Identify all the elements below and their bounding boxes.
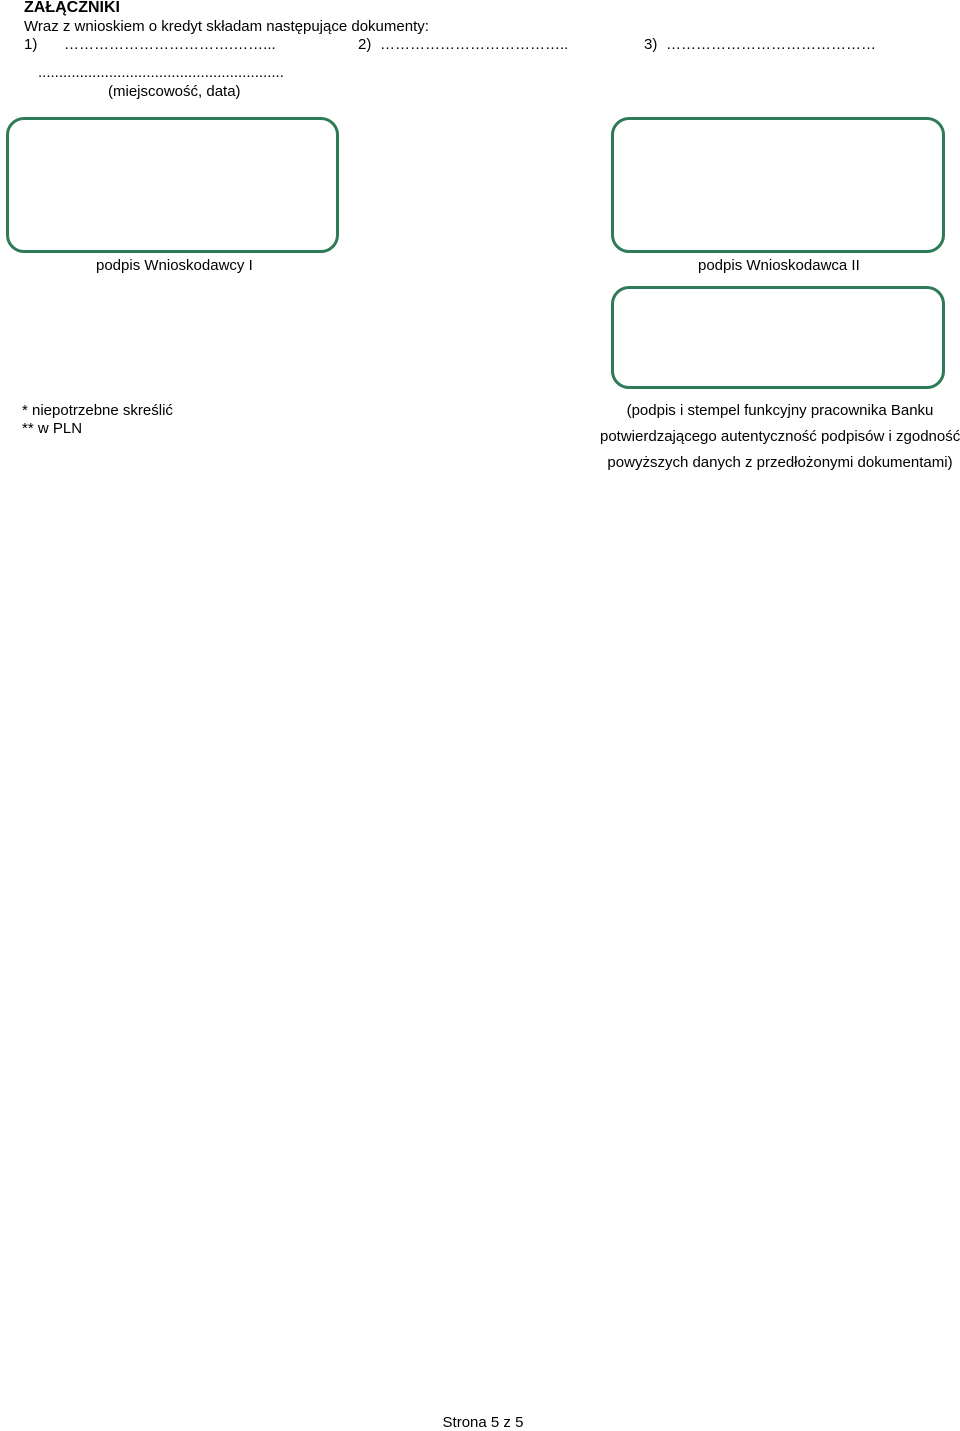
page-number: Strona 5 z 5 bbox=[442, 1414, 524, 1431]
applicant-1-signature-label: podpis Wnioskodawcy I bbox=[96, 257, 253, 274]
attachment-blank-field[interactable]: …………………………….……... bbox=[64, 36, 276, 53]
footnote: * niepotrzebne skreślić bbox=[22, 402, 173, 419]
bank-employee-signature-box[interactable] bbox=[611, 286, 945, 389]
bank-signature-caption-line: (podpis i stempel funkcyjny pracownika Banku bbox=[626, 402, 934, 419]
place-date-caption: (miejscowość, data) bbox=[108, 83, 241, 100]
attachment-blank-field[interactable]: …………………………………… bbox=[666, 36, 876, 53]
intro-text: Wraz z wnioskiem o kredyt składam następujące dokumenty: bbox=[24, 18, 429, 35]
bank-signature-caption-line: powyższych danych z przedłożonymi dokumentami) bbox=[607, 454, 953, 471]
attachment-number: 3) bbox=[644, 36, 658, 53]
section-title: ZAŁĄCZNIKI bbox=[24, 0, 120, 16]
attachment-number: 1) bbox=[24, 36, 38, 53]
attachment-number: 2) bbox=[358, 36, 372, 53]
bank-signature-caption-line: potwierdzającego autentyczność podpisów i zgodność bbox=[600, 428, 960, 445]
place-date-blank-field[interactable]: ........................................................... bbox=[38, 64, 284, 81]
footnote: ** w PLN bbox=[22, 420, 83, 437]
applicant-2-signature-box[interactable] bbox=[611, 117, 945, 253]
attachment-blank-field[interactable]: ……………………………….. bbox=[380, 36, 569, 53]
applicant-2-signature-label: podpis Wnioskodawca II bbox=[698, 257, 860, 274]
applicant-1-signature-box[interactable] bbox=[6, 117, 339, 253]
